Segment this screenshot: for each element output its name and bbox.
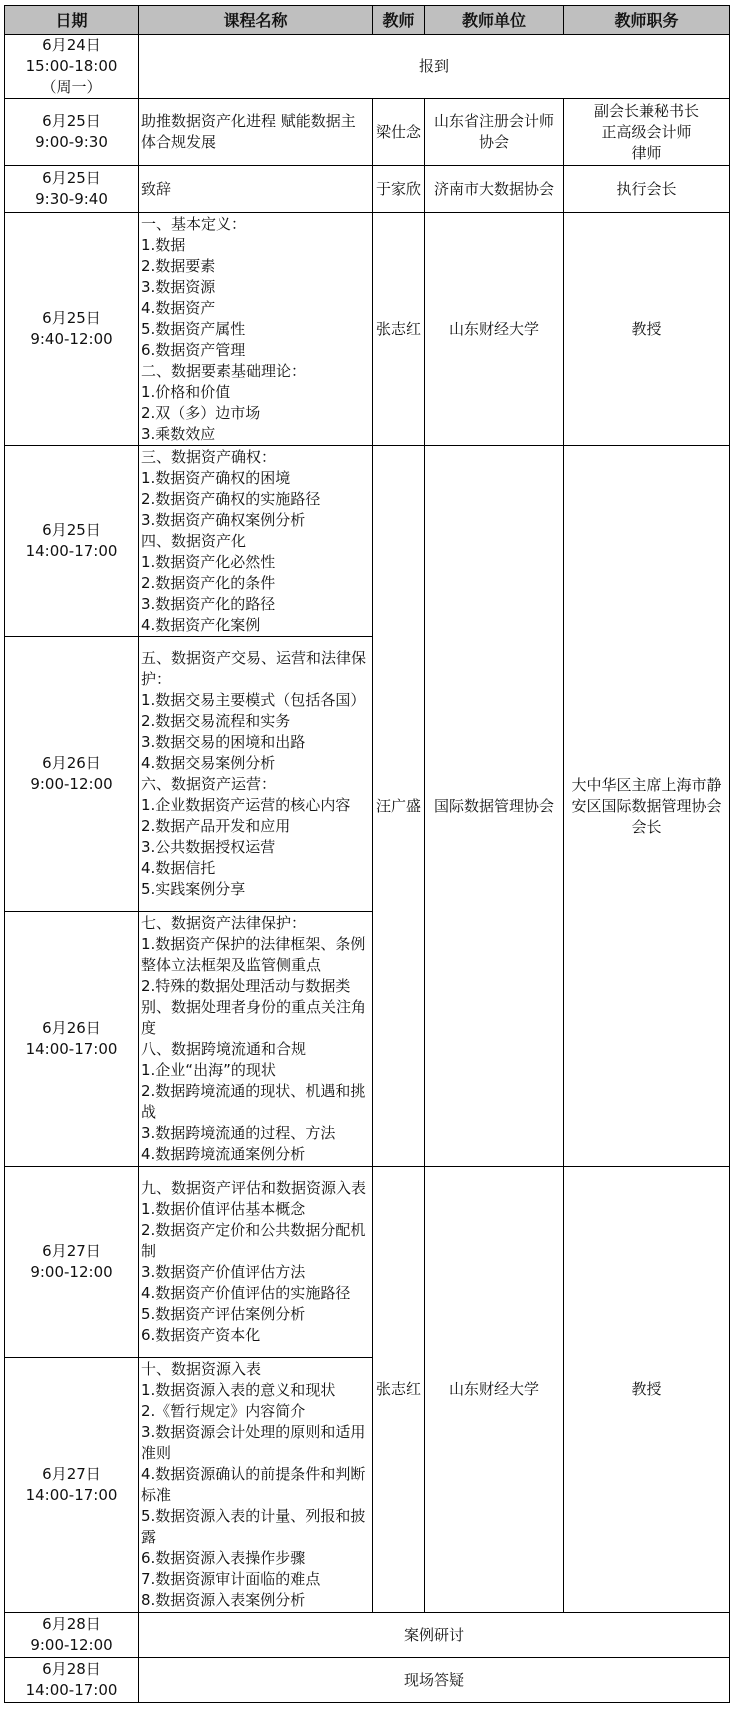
course-line: 3.数据资产确权案例分析 (141, 510, 306, 529)
course-line: 十、数据资源入表 (141, 1360, 262, 1378)
course-line: 4.数据资产化案例 (141, 615, 261, 634)
course-line: 致辞 (141, 179, 172, 198)
course-line: 3.乘数效应 (141, 424, 216, 443)
date-cell (5, 1167, 139, 1358)
course-name-cell (139, 1358, 373, 1613)
date-weekday: （周一） (41, 78, 102, 96)
date-time: 9:00-9:30 (35, 133, 108, 151)
title-line: 正高级会计师 (601, 122, 692, 141)
schedule-table-wrapper (4, 5, 730, 1703)
course-line: 九、数据资产评估和数据资源入表 (141, 1179, 367, 1197)
course-line: 八、数据跨境流通和合规 (141, 1040, 307, 1058)
course-line: 四、数据资产化 (141, 531, 247, 550)
merged-activity-cell: 现场答疑 (139, 1658, 730, 1703)
date-time: 9:40-12:00 (30, 330, 113, 348)
course-line: 五、数据资产交易、运营和法律保护： (141, 649, 367, 688)
course-line: 6.数据资产管理 (141, 340, 246, 359)
course-line: 1.数据资产确权的困境 (141, 468, 291, 487)
course-name-cell (139, 637, 373, 912)
table-row (5, 213, 730, 446)
course-line: 7.数据资源审计面临的难点 (141, 1570, 321, 1588)
course-line: 三、数据资产确权： (141, 447, 277, 466)
date-cell (5, 1613, 139, 1658)
title-line: 律师 (631, 143, 662, 162)
course-line: 3.数据交易的困境和出路 (141, 733, 306, 751)
course-line: 1.数据资产保护的法律框架、条例整体立法框架及监管侧重点 (141, 935, 366, 974)
header-row (5, 6, 730, 35)
title-line: 副会长兼秘书长 (593, 101, 699, 120)
teacher-unit-cell: 济南市大数据协会 (425, 166, 564, 213)
header-teacher: 教师 (373, 6, 425, 35)
table-row (5, 1613, 730, 1658)
course-line: 2.特殊的数据处理活动与数据类别、数据处理者身份的重点关注角度 (141, 977, 367, 1037)
course-line: 4.数据资产 (141, 298, 216, 317)
course-line: 4.数据资产价值评估的实施路径 (141, 1284, 351, 1302)
course-name-cell (139, 1167, 373, 1358)
course-line: 8.数据资源入表案例分析 (141, 1591, 306, 1609)
date-time: 9:00-12:00 (30, 1263, 113, 1281)
title-line: 教授 (631, 319, 662, 338)
date-day: 6月27日 (42, 1242, 101, 1260)
date-time: 9:00-12:00 (30, 1636, 113, 1654)
course-line: 5.实践案例分享 (141, 880, 246, 898)
date-day: 6月27日 (42, 1465, 101, 1483)
course-line: 1.价格和价值 (141, 382, 231, 401)
date-cell (5, 1658, 139, 1703)
date-day: 6月25日 (42, 169, 101, 187)
teacher-cell: 汪广盛 (373, 446, 425, 1167)
date-day: 6月26日 (42, 1019, 101, 1037)
course-line: 3.数据资源 (141, 277, 216, 296)
date-cell (5, 166, 139, 213)
course-line: 1.数据资源入表的意义和现状 (141, 1381, 336, 1399)
date-cell (5, 1358, 139, 1613)
course-line: 助推数据资产化进程 赋能数据主体合规发展 (141, 112, 356, 151)
course-line: 1.企业“出海”的现状 (141, 1061, 276, 1079)
table-row (5, 1167, 730, 1358)
date-cell (5, 99, 139, 166)
teacher-unit-cell: 山东省注册会计师协会 (425, 99, 564, 166)
course-line: 4.数据资源确认的前提条件和判断标准 (141, 1465, 366, 1504)
course-line: 2.数据资产定价和公共数据分配机制 (141, 1221, 366, 1260)
course-line: 5.数据资产评估案例分析 (141, 1305, 306, 1323)
course-line: 2.数据资产化的条件 (141, 573, 276, 592)
course-line: 1.数据价值评估基本概念 (141, 1200, 306, 1218)
date-time: 9:30-9:40 (35, 190, 108, 208)
date-time: 14:00-17:00 (25, 542, 118, 560)
course-schedule-table (4, 5, 730, 1703)
date-cell (5, 637, 139, 912)
teacher-unit-cell: 山东财经大学 (425, 213, 564, 446)
teacher-title-cell (564, 213, 730, 446)
merged-activity-cell: 报到 (139, 35, 730, 99)
course-line: 6.数据资源入表操作步骤 (141, 1549, 306, 1567)
table-row (5, 166, 730, 213)
course-line: 3.数据资产化的路径 (141, 594, 276, 613)
course-line: 2.数据交易流程和实务 (141, 712, 291, 730)
date-time: 14:00-17:00 (25, 1486, 118, 1504)
course-name-cell (139, 99, 373, 166)
teacher-cell: 梁仕念 (373, 99, 425, 166)
teacher-title-cell: 大中华区主席上海市静安区国际数据管理协会会长 (564, 446, 730, 1167)
teacher-cell: 张志红 (373, 213, 425, 446)
course-line: 3.数据跨境流通的过程、方法 (141, 1124, 336, 1142)
table-row (5, 99, 730, 166)
course-line: 2.数据产品开发和应用 (141, 817, 291, 835)
course-line: 3.数据资源会计处理的原则和适用准则 (141, 1423, 366, 1462)
date-time: 9:00-12:00 (30, 775, 113, 793)
header-course-name: 课程名称 (139, 6, 373, 35)
course-line: 4.数据信托 (141, 859, 216, 877)
course-line: 七、数据资产法律保护： (141, 914, 307, 932)
course-name-cell (139, 912, 373, 1167)
teacher-title-cell (564, 166, 730, 213)
course-line: 3.公共数据授权运营 (141, 838, 276, 856)
course-line: 2.数据资产确权的实施路径 (141, 489, 321, 508)
course-line: 5.数据资源入表的计量、列报和披露 (141, 1507, 366, 1546)
course-line: 六、数据资产运营： (141, 775, 277, 793)
course-name-cell (139, 166, 373, 213)
course-line: 2.双（多）边市场 (141, 403, 261, 422)
teacher-unit-cell: 山东财经大学 (425, 1167, 564, 1613)
date-day: 6月25日 (42, 521, 101, 539)
date-day: 6月25日 (42, 112, 101, 130)
course-line: 1.数据 (141, 235, 186, 254)
date-day: 6月25日 (42, 309, 101, 327)
course-line: 一、基本定义： (141, 214, 247, 233)
merged-activity-cell: 案例研讨 (139, 1613, 730, 1658)
course-line: 1.企业数据资产运营的核心内容 (141, 796, 351, 814)
course-line: 2.《暂行规定》内容简介 (141, 1402, 306, 1420)
header-teacher-unit: 教师单位 (425, 6, 564, 35)
date-cell (5, 35, 139, 99)
course-line: 4.数据跨境流通案例分析 (141, 1145, 306, 1163)
header-teacher-title: 教师职务 (564, 6, 730, 35)
table-row (5, 446, 730, 637)
course-line: 2.数据跨境流通的现状、机遇和挑战 (141, 1082, 366, 1121)
teacher-cell: 张志红 (373, 1167, 425, 1613)
header-date: 日期 (5, 6, 139, 35)
date-day: 6月28日 (42, 1660, 101, 1678)
title-line: 执行会长 (616, 179, 677, 198)
course-line: 5.数据资产属性 (141, 319, 246, 338)
table-row (5, 35, 730, 99)
course-line: 二、数据要素基础理论： (141, 361, 307, 380)
course-line: 2.数据要素 (141, 256, 216, 275)
date-cell (5, 213, 139, 446)
course-line: 6.数据资产资本化 (141, 1326, 261, 1344)
date-day: 6月28日 (42, 1615, 101, 1633)
course-line: 1.数据交易主要模式（包括各国） (141, 691, 366, 709)
table-row (5, 1658, 730, 1703)
date-time: 14:00-17:00 (25, 1681, 118, 1699)
date-day: 6月26日 (42, 754, 101, 772)
teacher-unit-cell: 国际数据管理协会 (425, 446, 564, 1167)
course-name-cell (139, 446, 373, 637)
date-cell (5, 446, 139, 637)
teacher-title-cell: 教授 (564, 1167, 730, 1613)
date-cell (5, 912, 139, 1167)
date-time: 14:00-17:00 (25, 1040, 118, 1058)
course-line: 4.数据交易案例分析 (141, 754, 276, 772)
teacher-cell: 于家欣 (373, 166, 425, 213)
date-time: 15:00-18:00 (25, 57, 118, 75)
course-line: 3.数据资产价值评估方法 (141, 1263, 306, 1281)
teacher-title-cell (564, 99, 730, 166)
date-day: 6月24日 (42, 36, 101, 54)
course-name-cell (139, 213, 373, 446)
course-line: 1.数据资产化必然性 (141, 552, 276, 571)
